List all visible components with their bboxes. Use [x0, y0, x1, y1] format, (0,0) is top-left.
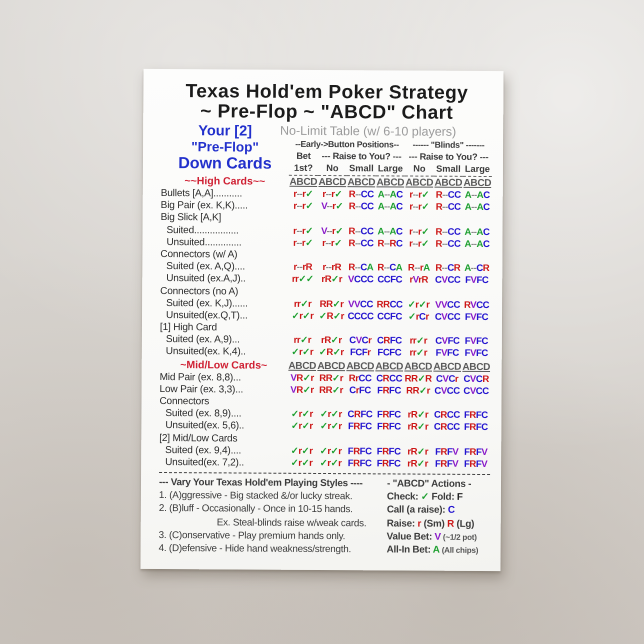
- playing-styles-title: --- Vary Your Texas Hold'em Playing Styles ----: [158, 477, 363, 490]
- column-header: Small: [434, 163, 463, 177]
- action-code-cell: rr✓r: [293, 298, 312, 310]
- blinds-header: ------ "Blinds" -------: [412, 139, 485, 150]
- abcd-actions-list: [387, 491, 490, 558]
- card-title-line1: Texas Hold'em Poker Strategy: [185, 81, 469, 104]
- action-code-cell: rR✓r: [321, 274, 343, 286]
- action-code-cell: VVCC: [348, 298, 374, 310]
- action-code-cell: r--rR: [322, 262, 342, 274]
- action-code-cell: rR✓r: [407, 421, 429, 434]
- action-code-cell: FRFC: [463, 422, 488, 434]
- action-code-cell: CRCC: [433, 409, 460, 422]
- row-label: Unsuited(ex. 7,2)..: [165, 456, 245, 469]
- row-label: Low Pair (ex. 3,3)...: [159, 383, 244, 396]
- action-code-cell: FRFC: [347, 421, 372, 433]
- your-cards-line3: Down Cards: [178, 155, 272, 173]
- row-group-label: Connectors (no A): [160, 285, 239, 297]
- action-code-cell: RRCC: [376, 299, 403, 311]
- action-code-cell: FRFC: [377, 385, 401, 397]
- action-code-cell: R--CC: [348, 201, 374, 213]
- action-code-cell: r--r✓: [409, 189, 430, 201]
- action-code-cell: CrFC: [349, 384, 371, 397]
- action-code-cell: FRFV: [463, 458, 488, 470]
- abcd-actions-section: [387, 478, 490, 558]
- row-label: Unsuited(ex. K,4)..: [165, 346, 246, 358]
- playing-style-item: Ex. Steal-blinds raise w/weak cards.: [216, 516, 367, 529]
- action-code-cell: R--CA: [348, 262, 374, 274]
- action-legend-item: Check: ✓ Fold: F: [386, 491, 463, 503]
- action-code-cell: rR✓r: [407, 458, 428, 470]
- column-header: Large: [463, 163, 492, 177]
- row-label: Unsuited(ex.Q,T)...: [165, 309, 248, 322]
- column-header: No: [318, 162, 347, 176]
- action-code-cell: FVFC: [435, 348, 459, 360]
- your-cards-label-block: [161, 123, 289, 173]
- abcd-header-cell: ABCD: [318, 176, 347, 189]
- row-group-label: Connectors: [159, 396, 210, 408]
- row-group-label: Connectors (w/ A): [160, 248, 238, 261]
- action-code-cell: VCCC: [348, 274, 374, 286]
- row-label: Suited (ex. K,J)......: [166, 297, 248, 310]
- row-group-label: [2] Mid/Low Cards: [159, 432, 238, 445]
- action-code-cell: r--r✓: [322, 237, 342, 249]
- row-group-label: [1] High Card: [159, 322, 217, 334]
- abcd-header-cell: ABCD: [404, 361, 433, 373]
- action-code-cell: ✓r✓r: [319, 421, 342, 433]
- abcd-header-cell: ABCD: [347, 177, 376, 189]
- row-label: Unsuited(ex. 5,6)..: [165, 420, 245, 432]
- action-code-cell: FCFC: [377, 347, 402, 359]
- action-code-cell: CRCC: [376, 372, 403, 385]
- action-legend-item: Call (a raise): C: [386, 504, 455, 517]
- action-code-cell: FRFV: [434, 458, 459, 470]
- action-code-cell: r--r✓: [293, 201, 314, 213]
- column-header: 1st?: [289, 162, 318, 176]
- action-code-cell: R--CA: [377, 262, 403, 274]
- action-code-cell: CRFC: [376, 335, 402, 347]
- action-code-cell: CVFC: [435, 335, 460, 348]
- playing-style-item: 2. (B)luff - Occasionally - Once in 10-15 hands.: [158, 503, 353, 516]
- early-button-positions-header: --Early->Button Positions--: [295, 138, 399, 150]
- action-code-cell: r--rR: [293, 261, 313, 274]
- action-code-cell: FRFC: [376, 421, 401, 433]
- action-code-cell: rr✓✓: [291, 274, 314, 286]
- abcd-header-cell: ABCD: [462, 361, 491, 373]
- action-code-cell: R--CC: [435, 226, 461, 238]
- bet-header: Bet: [296, 150, 311, 161]
- action-code-cell: RR✓r: [319, 372, 344, 384]
- action-code-cell: A--AC: [377, 225, 403, 238]
- playing-style-item: 3. (C)onservative - Play premium hands only.: [158, 529, 346, 542]
- action-code-cell: A--AC: [464, 202, 490, 214]
- action-code-cell: rR✓r: [407, 409, 429, 421]
- action-code-cell: RR✓r: [319, 384, 344, 396]
- action-code-cell: CVCr: [436, 373, 459, 385]
- action-code-cell: VR✓r: [290, 384, 314, 396]
- abcd-header-cell: ABCD: [317, 360, 346, 372]
- action-code-cell: r--r✓: [409, 238, 429, 250]
- action-code-cell: rVrR: [409, 274, 429, 286]
- footer: [159, 472, 491, 557]
- action-code-cell: A--CR: [464, 262, 490, 275]
- row-label: Suited (ex. 9,4)....: [165, 444, 242, 457]
- action-code-cell: A--AC: [464, 238, 490, 250]
- action-code-cell: FCFr: [349, 347, 371, 359]
- action-code-cell: ✓rCr: [408, 311, 429, 323]
- row-label: Bullets [A,A]...........: [160, 188, 243, 200]
- action-legend-item: Value Bet: V (~1/2 pot): [386, 531, 477, 543]
- row-label: Suited (ex. A,Q)....: [166, 261, 246, 273]
- action-code-cell: CVCC: [435, 275, 461, 287]
- action-code-cell: FRFV: [464, 446, 488, 458]
- action-code-cell: FRFC: [464, 410, 488, 422]
- abcd-header-cell: ABCD: [434, 177, 463, 189]
- action-code-cell: RrCC: [348, 372, 372, 384]
- action-code-cell: FRFC: [376, 458, 401, 470]
- action-code-cell: V--r✓: [321, 201, 344, 213]
- action-code-cell: CRCC: [433, 422, 460, 434]
- section-label: ~Mid/Low Cards~: [180, 358, 268, 372]
- action-code-cell: ✓r✓r: [319, 445, 342, 457]
- action-code-cell: ✓R✓r: [319, 310, 345, 323]
- section-label: ~~High Cards~~: [184, 175, 266, 188]
- row-label: Suited (ex. 8,9)....: [165, 408, 242, 420]
- action-code-cell: VVCC: [435, 299, 461, 311]
- action-code-cell: FRFC: [347, 445, 372, 458]
- action-legend-item: Raise: r (Sm) R (Lg): [386, 517, 475, 530]
- action-code-cell: FVFC: [464, 311, 489, 323]
- action-code-cell: CCFC: [377, 274, 403, 286]
- abcd-header-cell: ABCD: [288, 360, 317, 372]
- action-code-cell: A--AC: [464, 226, 490, 238]
- action-code-cell: R--RC: [377, 238, 403, 250]
- action-code-cell: RR✓r: [406, 385, 431, 397]
- row-label: Mid Pair (ex. 8,8)...: [159, 371, 242, 384]
- action-code-cell: R--CC: [348, 189, 374, 201]
- action-code-cell: r--r✓: [322, 189, 343, 201]
- action-code-cell: r--r✓: [293, 237, 313, 249]
- playing-styles-section: [159, 476, 387, 556]
- action-code-cell: CCFC: [377, 311, 402, 323]
- action-code-cell: VR✓r: [290, 372, 314, 384]
- action-code-cell: R--CC: [348, 225, 374, 237]
- action-code-cell: R--CC: [435, 189, 461, 201]
- action-code-cell: CVCC: [463, 385, 489, 397]
- action-code-cell: R--CC: [348, 237, 374, 250]
- action-code-cell: A--AC: [377, 189, 403, 201]
- action-code-cell: RVCC: [463, 299, 490, 311]
- action-code-cell: CRFC: [347, 409, 373, 421]
- action-code-cell: rr✓r: [293, 335, 312, 347]
- action-code-cell: FVFC: [465, 275, 489, 287]
- action-code-cell: R--rA: [407, 262, 430, 274]
- your-cards-line1: Your [2]: [198, 123, 253, 140]
- strategy-table: [159, 124, 492, 471]
- action-code-cell: FRFC: [377, 409, 401, 421]
- action-code-cell: CVCC: [434, 311, 461, 323]
- abcd-header-cell: ABCD: [463, 177, 492, 190]
- action-code-cell: ✓r✓r: [290, 445, 313, 457]
- action-code-cell: CVCR: [463, 373, 489, 385]
- action-code-cell: ✓r✓r: [291, 409, 313, 421]
- abcd-header-cell: ABCD: [346, 360, 375, 372]
- action-code-cell: FRFC: [347, 458, 372, 470]
- action-code-cell: ✓r✓r: [291, 347, 314, 359]
- action-code-cell: RR✓r: [319, 298, 344, 310]
- action-code-cell: V--r✓: [321, 225, 343, 237]
- action-code-cell: FRFC: [376, 446, 401, 458]
- action-code-cell: ✓r✓r: [291, 310, 314, 322]
- action-code-cell: FRFV: [435, 446, 459, 458]
- row-label: Suited.................: [166, 224, 239, 237]
- action-code-cell: CCCC: [347, 311, 374, 323]
- action-code-cell: ✓r✓r: [319, 457, 342, 470]
- action-code-cell: rR✓r: [321, 335, 342, 347]
- raise-to-you-positions-header: --- Raise to You? ---: [321, 150, 402, 162]
- action-code-cell: R--CC: [435, 201, 461, 214]
- column-header: Small: [347, 162, 376, 176]
- abcd-header-cell: ABCD: [375, 360, 404, 373]
- playing-style-item: 4. (D)efensive - Hide hand weakness/strength.: [158, 542, 352, 556]
- action-code-cell: rr✓r: [409, 335, 428, 347]
- raise-to-you-blinds-header: --- Raise to You? ---: [408, 151, 489, 163]
- row-label: Unsuited (ex.A,J)..: [166, 273, 246, 285]
- action-code-cell: R--CR: [435, 262, 461, 274]
- action-code-cell: CVCC: [434, 385, 460, 397]
- playing-styles-list: [159, 489, 387, 556]
- poker-strategy-card: [140, 69, 503, 571]
- action-code-cell: A--AC: [377, 201, 403, 213]
- action-code-cell: CVCr: [349, 335, 372, 347]
- action-code-cell: r--r✓: [409, 226, 429, 238]
- action-code-cell: r--r✓: [293, 225, 313, 237]
- action-code-cell: rR✓r: [407, 446, 429, 458]
- action-code-cell: r--r✓: [409, 201, 430, 213]
- abcd-header-cell: ABCD: [289, 176, 318, 188]
- column-header: No: [405, 163, 434, 177]
- action-code-cell: FVFC: [464, 348, 488, 360]
- your-cards-line2: "Pre-Flop": [191, 139, 259, 155]
- table-subtitle: No-Limit Table (w/ 6-10 players): [279, 123, 457, 139]
- action-code-cell: R--CC: [435, 238, 461, 250]
- abcd-header-cell: ABCD: [376, 177, 405, 189]
- action-code-cell: ✓r✓r: [407, 299, 430, 311]
- row-label: Suited (ex. A,9)...: [165, 334, 240, 346]
- action-code-cell: ✓r✓r: [290, 457, 313, 469]
- column-header: Large: [376, 162, 405, 176]
- action-code-cell: FVFC: [464, 336, 489, 348]
- abcd-actions-title: - "ABCD" Actions -: [386, 478, 472, 491]
- action-code-cell: ✓r✓r: [290, 421, 313, 433]
- action-legend-item: All-In Bet: A (All chips): [386, 544, 479, 556]
- action-code-cell: rr✓r: [409, 347, 428, 360]
- action-code-cell: r--r✓: [293, 188, 314, 200]
- row-label: Big Pair (ex. K,K).....: [160, 200, 248, 212]
- playing-style-item: 1. (A)ggressive - Big stacked &/or lucky streak.: [158, 490, 353, 503]
- card-title-line2: ~ Pre-Flop ~ "ABCD" Chart: [200, 101, 454, 124]
- abcd-header-cell: ABCD: [433, 361, 462, 373]
- row-group-label: Big Slick [A,K]: [160, 212, 222, 224]
- action-code-cell: A--AC: [464, 189, 490, 202]
- action-code-cell: RR✓R: [404, 373, 432, 385]
- action-code-cell: ✓R✓r: [318, 347, 344, 359]
- row-label: Unsuited..............: [166, 236, 242, 249]
- abcd-header-cell: ABCD: [405, 177, 434, 189]
- action-code-cell: ✓r✓r: [320, 409, 342, 421]
